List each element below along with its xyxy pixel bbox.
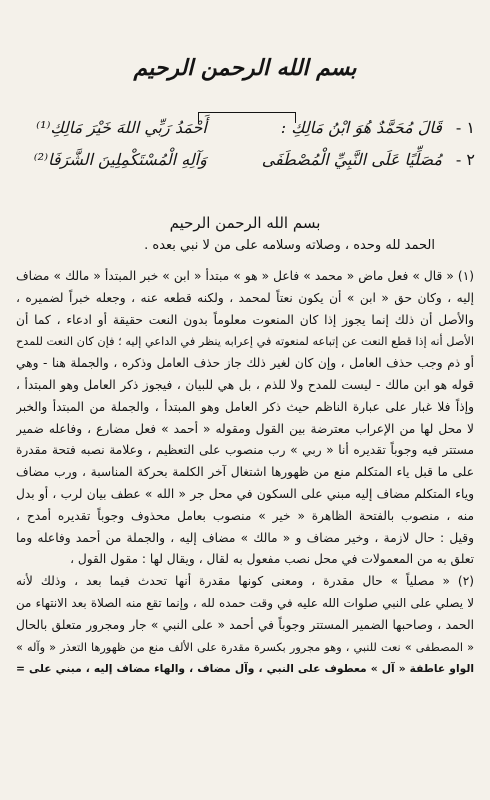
verse-first-hemistich: مُصَلِّيًا عَلَى النَّبِيِّ الْمُصْطَفَى <box>261 150 442 169</box>
commentary-line: الأصل أنه إذا قطع النعت عن إتباعه لمنعوته في إعرابه ينظر في الداعي إليه ؛ فإن كان النعت للمدح <box>16 335 474 349</box>
verse-second-hemistich: وَآلِهِ الْمُسْتَكْمِلِينَ الشَّرَفَا⁽²⁾ <box>33 150 207 169</box>
commentary-line: لا يصلي على النبي صلوات الله عليه في وقت حمده لله ، وإنما تقع منه الصلاة بعد الانتهاء من <box>16 595 474 610</box>
verse-number: ١ - <box>455 118 475 137</box>
commentary-line: والأصل أن ذلك إنما يجوز إذا كان المنعوت معلوماً بدون النعت حقيقة أو ادعاء ، كما أن <box>16 312 474 327</box>
commentary-line: إليه ، وكان حق « ابن » أن يكون نعتاً لمحمد ، ولكنه قطعه عنه ، وجعله خبراً لضميره ، <box>16 290 474 305</box>
commentary-line: لا محل لها من الإعراب معترضة بين القول ومقوله « أحمد » فعل مضارع ، وفاعله ضمير <box>16 421 474 436</box>
commentary-line: على ما قبل ياء المتكلم منع من ظهورها اشتغال آخر الكلمة بحركة المناسبة ، ورب مضاف <box>16 465 474 480</box>
commentary-line: تعلق به من المعمولات في محل نصب مفعول به لقال ، ويقال لها : مقول القول ، <box>70 552 474 567</box>
commentary-praise-line: الحمد لله وحده ، وصلاته وسلامه على من لا نبي بعده . <box>144 238 435 253</box>
basmala-calligraphy-heading: بسم الله الرحمن الرحيم <box>133 55 357 81</box>
verse-second-hemistich: أَحْمَدُ رَبِّي اللهَ خَيْرَ مَالِكِ⁽¹⁾ <box>36 118 207 137</box>
commentary-line: الواو عاطفة « آل » معطوف على النبي ، وآل مضاف ، والهاء مضاف إليه ، مبني على = <box>16 662 474 676</box>
verse-line-2 <box>20 150 475 169</box>
commentary-line: (١) « قال » فعل ماض « محمد » فاعل « هو » مبتدأ « ابن » خبر المبتدأ « مالك » مضاف <box>16 269 474 283</box>
verse-line-1 <box>20 118 475 137</box>
verse-first-hemistich: قَالَ مُحَمَّدٌ هُوَ ابْنُ مَالِكِ : <box>280 118 442 137</box>
commentary-line: منه ، منصوب بالفتحة الظاهرة « خير » منصوب بعامل محذوف وجوباً تقديره أمدح ، <box>16 508 474 523</box>
commentary-line: (٢) « مصلياً » حال مقدرة ، ومعنى كونها مقدرة أنها تحدث فيما بعد ، وذلك لأنه <box>16 574 474 589</box>
commentary-line: وقيل : حال لازمة ، وخير مضاف و « مالك » مضاف إليه ، والجملة من أحمد وفاعله وما <box>16 530 474 545</box>
commentary-basmala: بسم الله الرحمن الرحيم <box>169 214 321 232</box>
commentary-body <box>16 266 474 680</box>
commentary-line: وإذاً فلا غبار على عبارة الناظم حيث ذكر العامل وهو المبتدأ ، والجملة من المبتدأ والخبر <box>16 399 474 414</box>
commentary-line: أو ذم وجب حذف العامل ، وإن كان لغير ذلك جاز حذف العامل وذكره ، والجملة هنا - وهي <box>16 356 474 371</box>
commentary-line: مستتر فيه وجوباً تقديره أنا « ربي » رب منصوب على التعظيم ، وعلامة نصبه فتحة مقدرة <box>16 443 474 458</box>
commentary-line: الحمد ، وصاحبها الضمير المستتر وجوباً في أحمد « على النبي » جار ومجرور متعلق بالحال <box>16 617 474 632</box>
commentary-line: وياء المتكلم مضاف إليه مبني على السكون في محل جر « الله » عطف بيان لرب ، أو بدل <box>16 486 474 501</box>
verse-number: ٢ - <box>455 150 475 169</box>
commentary-line: « المصطفى » نعت للنبي ، وهو مجرور بكسرة مقدرة على الألف منع من ظهورها التعذر « وآله » <box>16 640 474 654</box>
commentary-line: قوله هو ابن مالك - ليست للمدح ولا للذم ، بل هي للبيان ، فيجوز ذكر العامل وهو المبتدأ ، <box>16 377 474 392</box>
